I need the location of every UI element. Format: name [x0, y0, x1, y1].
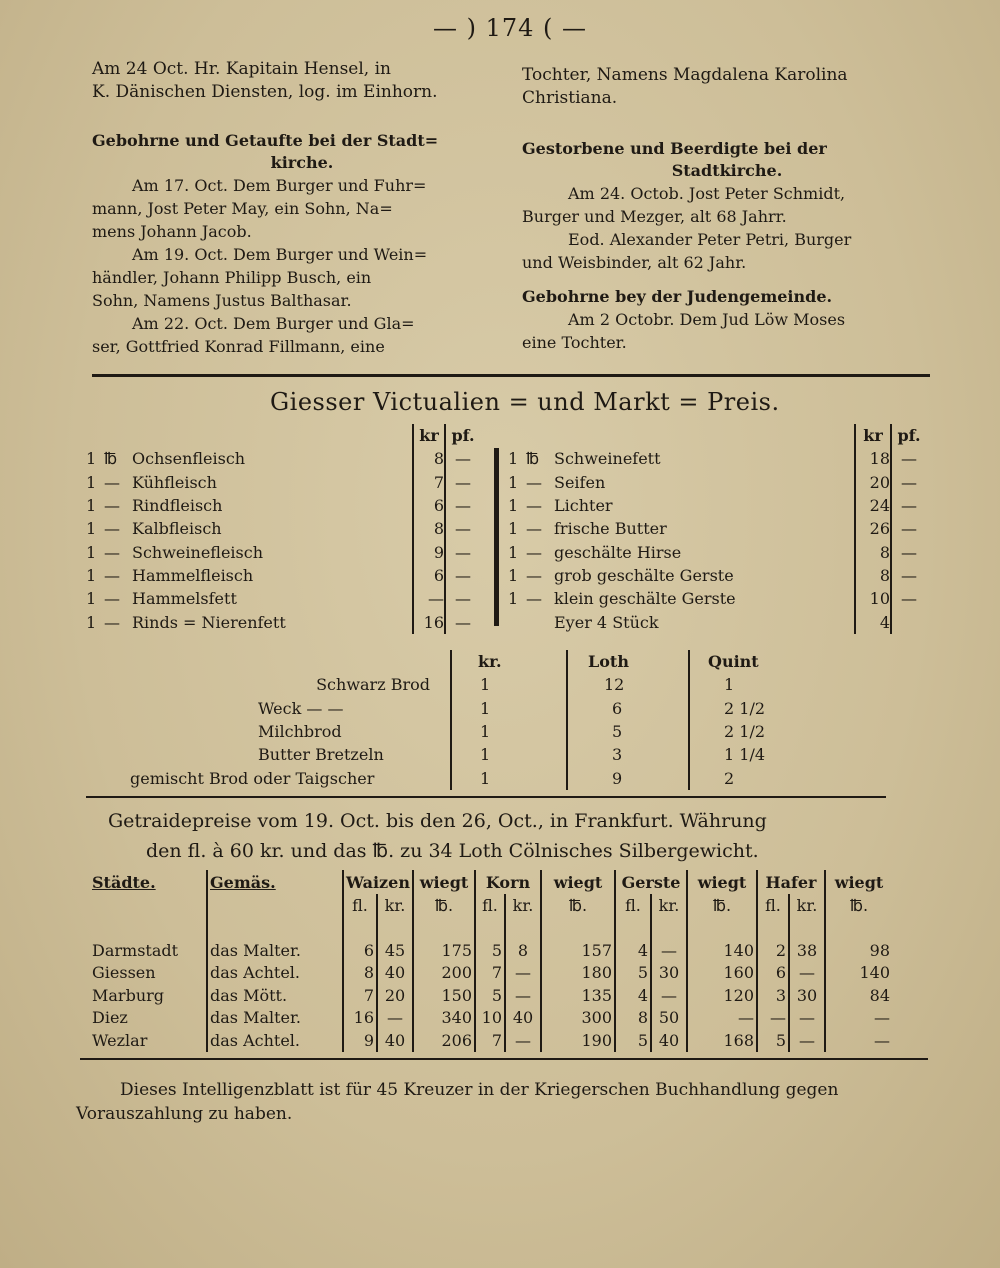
header-weight: wiegt [541, 870, 615, 894]
bread-name: Milchbrod [258, 722, 342, 742]
victual-name: Ochsenfleisch [132, 449, 246, 469]
col-pf-label: pf. [891, 424, 926, 447]
bread-header-quint: Quint [689, 650, 818, 673]
victual-name: Kühfleisch [132, 472, 217, 492]
bread-row: Milchbrod 1 5 2 1/2 [120, 720, 818, 743]
header-barley: Gerste [615, 870, 687, 894]
header-measure: Gemäs. [207, 870, 343, 894]
grain-city: Darmstadt [92, 940, 179, 960]
grain-city: Diez [92, 1008, 128, 1028]
victual-row: 1 ℔ Ochsenfleisch 8 — [86, 447, 480, 470]
deaths-heading: Gestorbene und Beerdigte bei der [522, 139, 827, 158]
grain-city: Marburg [92, 985, 165, 1005]
bread-row: Weck — — 1 6 2 1/2 [120, 697, 818, 720]
deaths-heading-cont: Stadtkirche. [671, 161, 783, 180]
births-heading-cont: kirche. [270, 153, 334, 172]
victual-row: 1 — grob geschälte Gerste 8 — [508, 564, 926, 587]
births-line: mens Johann Jacob. [92, 222, 252, 241]
victuals-right-table [508, 424, 926, 634]
victual-name: Hammelfleisch [132, 565, 254, 585]
deaths-line: Eod. Alexander Peter Petri, Burger [568, 230, 852, 249]
intro-left-line: K. Dänischen Diensten, log. im Einhorn. [92, 82, 438, 102]
victual-name: Schweinefleisch [132, 542, 264, 562]
grain-city: Giessen [92, 963, 156, 983]
grain-header-row [90, 870, 892, 894]
grain-measure: das Achtel. [207, 1029, 343, 1052]
col-kr-label: kr [855, 424, 891, 447]
victual-name: frische Butter [554, 519, 667, 539]
bread-header-loth: Loth [567, 650, 689, 673]
header-weight: wiegt [825, 870, 892, 894]
births-line: mann, Jost Peter May, ein Sohn, Na= [92, 199, 393, 218]
births-line: händler, Johann Philipp Busch, ein [92, 268, 372, 287]
col-pf-label: pf. [445, 424, 480, 447]
intro-left [92, 58, 438, 104]
grain-measure: das Malter. [207, 1007, 343, 1030]
intro-right-line: Christiana. [522, 88, 618, 108]
section-divider [86, 796, 886, 798]
victual-name: Seifen [554, 472, 606, 492]
victuals-left-table [86, 424, 480, 634]
victual-name: klein geschälte Gerste [554, 589, 736, 609]
grain-row: Diez das Malter. 16 — 340 10 40 300 8 50 — — — — [92, 1008, 890, 1028]
header-rye: Korn [475, 870, 541, 894]
victual-name: Rinds = Nierenfett [132, 612, 286, 632]
bread-name: Schwarz Brod [316, 675, 430, 695]
victual-row: 1 — frische Butter 26 — [508, 517, 926, 540]
deaths-section [522, 138, 932, 354]
victual-row: 1 — Rinds = Nierenfett 16 — [86, 610, 480, 633]
victual-row: 1 — Kühfleisch 7 — [86, 471, 480, 494]
grain-measure: das Mött. [207, 984, 343, 1007]
victual-name: Eyer 4 Stück [554, 612, 659, 632]
deaths-line: Burger und Mezger, alt 68 Jahrr. [522, 207, 787, 226]
grain-title-line: den fl. à 60 kr. und das ℔. zu 34 Loth Cölnisches Silbergewicht. [146, 840, 759, 862]
victual-name: Lichter [554, 496, 613, 516]
footer-notice [76, 1078, 838, 1126]
deaths-line: Am 24. Octob. Jost Peter Schmidt, [568, 184, 846, 203]
header-weight: wiegt [413, 870, 475, 894]
victual-row: 1 — Rindfleisch 6 — [86, 494, 480, 517]
victuals-title: Giesser Victualien = und Markt = Preis. [270, 388, 780, 416]
births-line: Sohn, Namens Justus Balthasar. [92, 291, 352, 310]
births-heading: Gebohrne und Getaufte bei der Stadt= [92, 131, 439, 150]
victual-row: Eyer 4 Stück 4 [508, 610, 926, 633]
grain-row: Marburg das Mött. 7 20 150 5 — 135 4 — 120 3 30 84 [92, 985, 890, 1005]
header-oats: Hafer [757, 870, 825, 894]
victual-row: 1 — Schweinefleisch 9 — [86, 540, 480, 563]
jewish-births-line-cont: eine Tochter. [522, 333, 627, 352]
grain-city: Wezlar [92, 1030, 148, 1050]
victual-row: 1 — geschälte Hirse 8 — [508, 540, 926, 563]
bread-header-kr: kr. [451, 650, 567, 673]
footer-line: Vorauszahlung zu haben. [76, 1104, 293, 1124]
jewish-births-line: Am 2 Octobr. Dem Jud Löw Moses [568, 310, 846, 329]
victual-name: Rindfleisch [132, 496, 223, 516]
bread-name: Weck — — [258, 698, 344, 718]
intro-right-line: Tochter, Namens Magdalena Karolina [522, 65, 848, 85]
grain-title-line: Getraidepreise vom 19. Oct. bis den 26, Oct., in Frankfurt. Währung [108, 810, 767, 832]
victual-row: 1 ℔ Schweinefett 18 — [508, 447, 926, 470]
births-line: Am 17. Oct. Dem Burger und Fuhr= [132, 176, 427, 195]
victual-name: grob geschälte Gerste [554, 565, 734, 585]
intro-right [522, 64, 848, 110]
bread-name: Butter Bretzeln [258, 745, 384, 765]
bread-row: gemischt Brod oder Taigscher 1 9 2 [120, 766, 818, 789]
births-line: ser, Gottfried Konrad Fillmann, eine [92, 337, 385, 356]
victual-name: Kalbfleisch [132, 519, 222, 539]
victual-name: Hammelsfett [132, 589, 237, 609]
victual-row: 1 — Lichter 24 — [508, 494, 926, 517]
grain-row: Giessen das Achtel. 8 40 200 7 — 180 5 30 160 6 — 140 [92, 963, 890, 983]
grain-table [90, 870, 892, 1052]
grain-subheader-row: fl. kr. ℔. fl. kr. ℔. fl. kr. ℔. fl. kr. ℔. [90, 894, 892, 917]
victual-row: 1 — klein geschälte Gerste 10 — [508, 587, 926, 610]
bread-table [120, 650, 818, 790]
grain-row: Wezlar das Achtel. 9 40 206 7 — 190 5 40 168 5 — — [92, 1030, 890, 1050]
victual-name: geschälte Hirse [554, 542, 682, 562]
births-line: Am 19. Oct. Dem Burger und Wein= [132, 245, 428, 264]
victual-row: 1 — Kalbfleisch 8 — [86, 517, 480, 540]
bread-row: Schwarz Brod 1 12 1 [120, 673, 818, 696]
victual-row: 1 — Hammelsfett — — [86, 587, 480, 610]
header-wheat: Waizen [343, 870, 413, 894]
deaths-line: und Weisbinder, alt 62 Jahr. [522, 253, 747, 272]
births-line: Am 22. Oct. Dem Burger und Gla= [132, 314, 415, 333]
jewish-births-heading: Gebohrne bey der Judengemeinde. [522, 287, 833, 306]
footer-line: Dieses Intelligenzblatt ist für 45 Kreuzer in der Kriegerschen Buchhandlung gegen [120, 1080, 839, 1100]
grain-measure: das Achtel. [207, 962, 343, 985]
bread-row: Butter Bretzeln 1 3 1 1/4 [120, 743, 818, 766]
victuals-divider [494, 448, 499, 626]
section-divider [80, 1058, 928, 1060]
page-number: — ) 174 ( — [432, 14, 588, 42]
victual-row: 1 — Seifen 20 — [508, 471, 926, 494]
grain-title [108, 806, 767, 866]
grain-row: Darmstadt das Malter. 6 45 175 5 8 157 4 — 140 2 38 98 [92, 940, 890, 960]
bread-name: gemischt Brod oder Taigscher [130, 768, 375, 788]
header-weight: wiegt [687, 870, 757, 894]
col-kr-label: kr [413, 424, 445, 447]
births-section [92, 130, 512, 358]
header-city: Städte. [92, 872, 156, 892]
section-divider [92, 374, 930, 377]
grain-measure: das Malter. [207, 939, 343, 962]
victual-name: Schweinefett [554, 449, 661, 469]
victual-row: 1 — Hammelfleisch 6 — [86, 564, 480, 587]
intro-left-line: Am 24 Oct. Hr. Kapitain Hensel, in [92, 59, 391, 79]
